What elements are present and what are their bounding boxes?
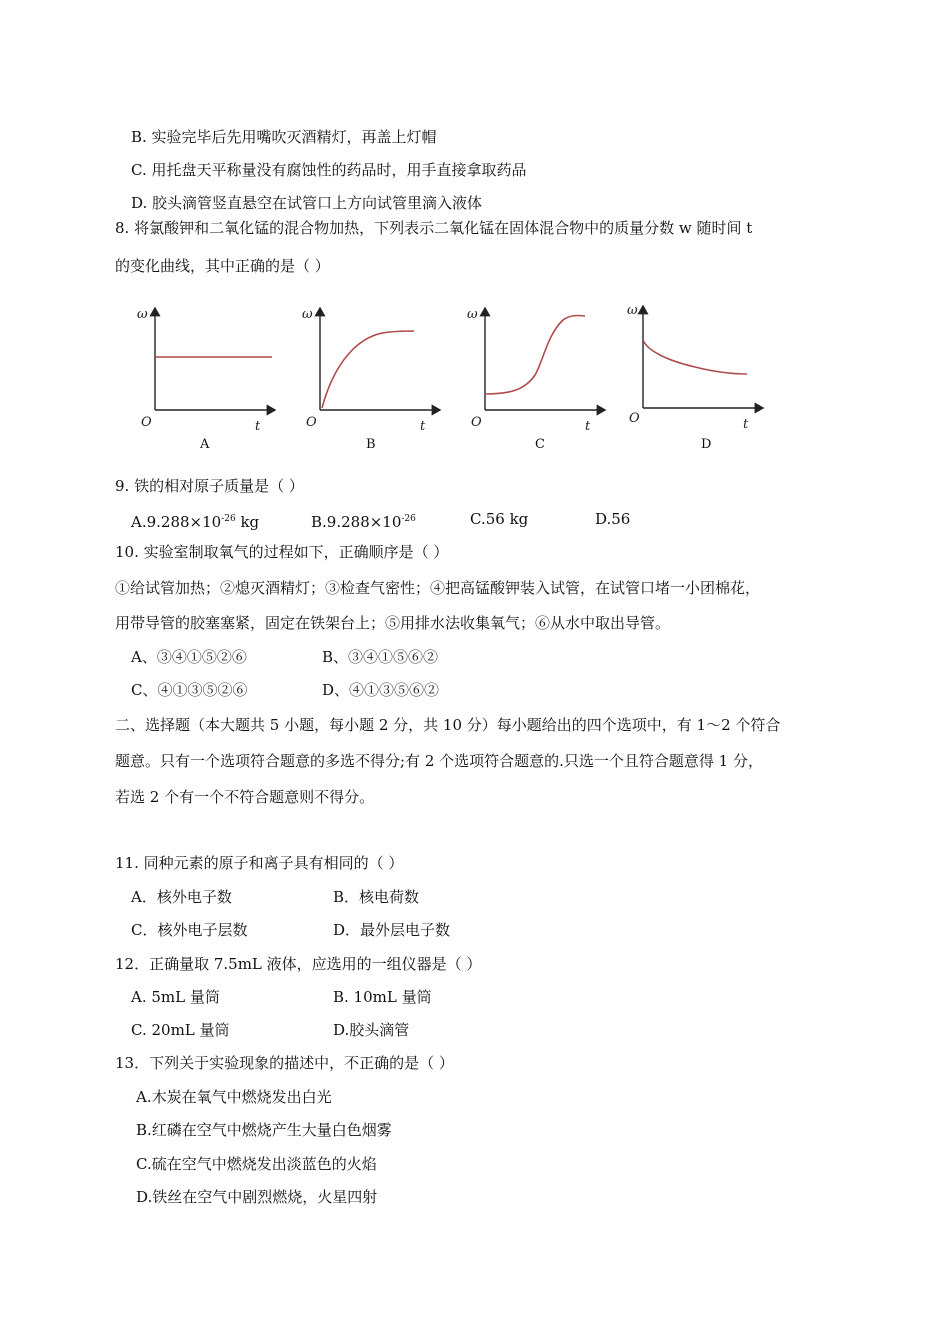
- q11-option-a: A．核外电子数: [131, 888, 232, 906]
- q9-option-b-exp: -26: [401, 514, 416, 524]
- q8-graph-c-label: C: [535, 437, 545, 452]
- q12-stem: 12．正确量取 7.5mL 液体，应选用的一组仪器是（ ）: [115, 955, 482, 973]
- q9-option-b: [311, 509, 416, 532]
- q9-option-a-unit: kg: [235, 513, 260, 531]
- curve-decay: [643, 340, 747, 374]
- q10-option-c: C、④①③⑤②⑥: [131, 681, 248, 699]
- curve-sigmoid: [485, 315, 585, 394]
- q9-option-a-base: A.9.288×10: [131, 513, 222, 531]
- q8-graph-b: [300, 300, 445, 430]
- q7-option-d: D. 胶头滴管竖直悬空在试管口上方向试管里滴入液体: [131, 194, 483, 212]
- q9-option-d: D.56: [595, 510, 631, 528]
- q12-option-b: B. 10mL 量筒: [333, 988, 432, 1006]
- origin-label: O: [471, 415, 482, 430]
- q13-option-b: B.红磷在空气中燃烧产生大量白色烟雾: [136, 1121, 392, 1139]
- q10-option-a: A、③④①⑤②⑥: [131, 648, 247, 666]
- q10-option-d: D、④①③⑤⑥②: [322, 681, 440, 699]
- x-axis-symbol: t: [420, 419, 426, 430]
- q12-option-d: D.胶头滴管: [333, 1021, 410, 1039]
- y-axis-symbol: ω: [467, 307, 478, 322]
- q8-graph-a-label: A: [200, 437, 210, 452]
- q13-stem: 13．下列关于实验现象的描述中，不正确的是（ ）: [115, 1054, 454, 1072]
- q7-option-c: C. 用托盘天平称量没有腐蚀性的药品时，用手直接拿取药品: [131, 161, 527, 179]
- q8-graph-b-label: B: [366, 437, 376, 452]
- y-axis-symbol: ω: [627, 303, 638, 318]
- q8-stem-line1: 8. 将氯酸钾和二氧化锰的混合物加热，下列表示二氧化锰在固体混合物中的质量分数 w 随时间 t: [115, 219, 753, 237]
- q8-stem-line2: 的变化曲线，其中正确的是（ ）: [115, 257, 330, 275]
- section2-line3: 若选 2 个有一个不符合题意则不得分。: [115, 788, 375, 806]
- q9-option-a: [131, 509, 259, 532]
- q8-graph-c: [465, 300, 610, 430]
- y-axis-symbol: ω: [137, 307, 148, 322]
- q11-stem: 11. 同种元素的原子和离子具有相同的（ ）: [115, 854, 404, 872]
- q9-stem: 9. 铁的相对原子质量是（ ）: [115, 477, 304, 495]
- q8-graph-d: [625, 300, 770, 430]
- q10-steps-line2: 用带导管的胶塞塞紧，固定在铁架台上；⑤用排水法收集氧气；⑥从水中取出导管。: [115, 614, 671, 632]
- q9-option-c: C.56 kg: [470, 510, 529, 528]
- q13-option-a: A.木炭在氧气中燃烧发出白光: [136, 1088, 332, 1106]
- q11-option-d: D．最外层电子数: [333, 921, 451, 939]
- q10-stem: 10. 实验室制取氧气的过程如下，正确顺序是（ ）: [115, 543, 449, 561]
- q9-option-a-exp: -26: [221, 514, 236, 524]
- q9-option-b-base: B.9.288×10: [311, 513, 402, 531]
- q11-option-c: C．核外电子层数: [131, 921, 248, 939]
- q12-option-c: C. 20mL 量筒: [131, 1021, 230, 1039]
- section2-line2: 题意。只有一个选项符合题意的多选不得分;有 2 个选项符合题意的.只选一个且符合题意得 1 分，: [115, 752, 763, 770]
- q8-graph-d-label: D: [701, 437, 712, 452]
- y-axis-symbol: ω: [302, 307, 313, 322]
- q13-option-c: C.硫在空气中燃烧发出淡蓝色的火焰: [136, 1155, 377, 1173]
- origin-label: O: [629, 411, 640, 426]
- section2-line1: 二、选择题（本大题共 5 小题，每小题 2 分，共 10 分）每小题给出的四个选项中，有 1～2 个符合: [115, 716, 781, 734]
- q10-steps-line1: ①给试管加热；②熄灭酒精灯；③检查气密性；④把高锰酸钾装入试管，在试管口堵一小团棉花，: [115, 579, 761, 597]
- origin-label: O: [306, 415, 317, 430]
- q12-option-a: A. 5mL 量筒: [131, 988, 220, 1006]
- q11-option-b: B．核电荷数: [333, 888, 420, 906]
- origin-label: O: [141, 415, 152, 430]
- curve-rise: [322, 331, 414, 408]
- x-axis-symbol: t: [585, 419, 591, 430]
- q8-graph-a: [135, 300, 280, 430]
- q7-option-b: B. 实验完毕后先用嘴吹灭酒精灯，再盖上灯帽: [131, 128, 437, 146]
- q13-option-d: D.铁丝在空气中剧烈燃烧，火星四射: [136, 1188, 378, 1206]
- x-axis-symbol: t: [255, 419, 261, 430]
- q10-option-b: B、③④①⑤⑥②: [322, 648, 439, 666]
- x-axis-symbol: t: [743, 417, 749, 430]
